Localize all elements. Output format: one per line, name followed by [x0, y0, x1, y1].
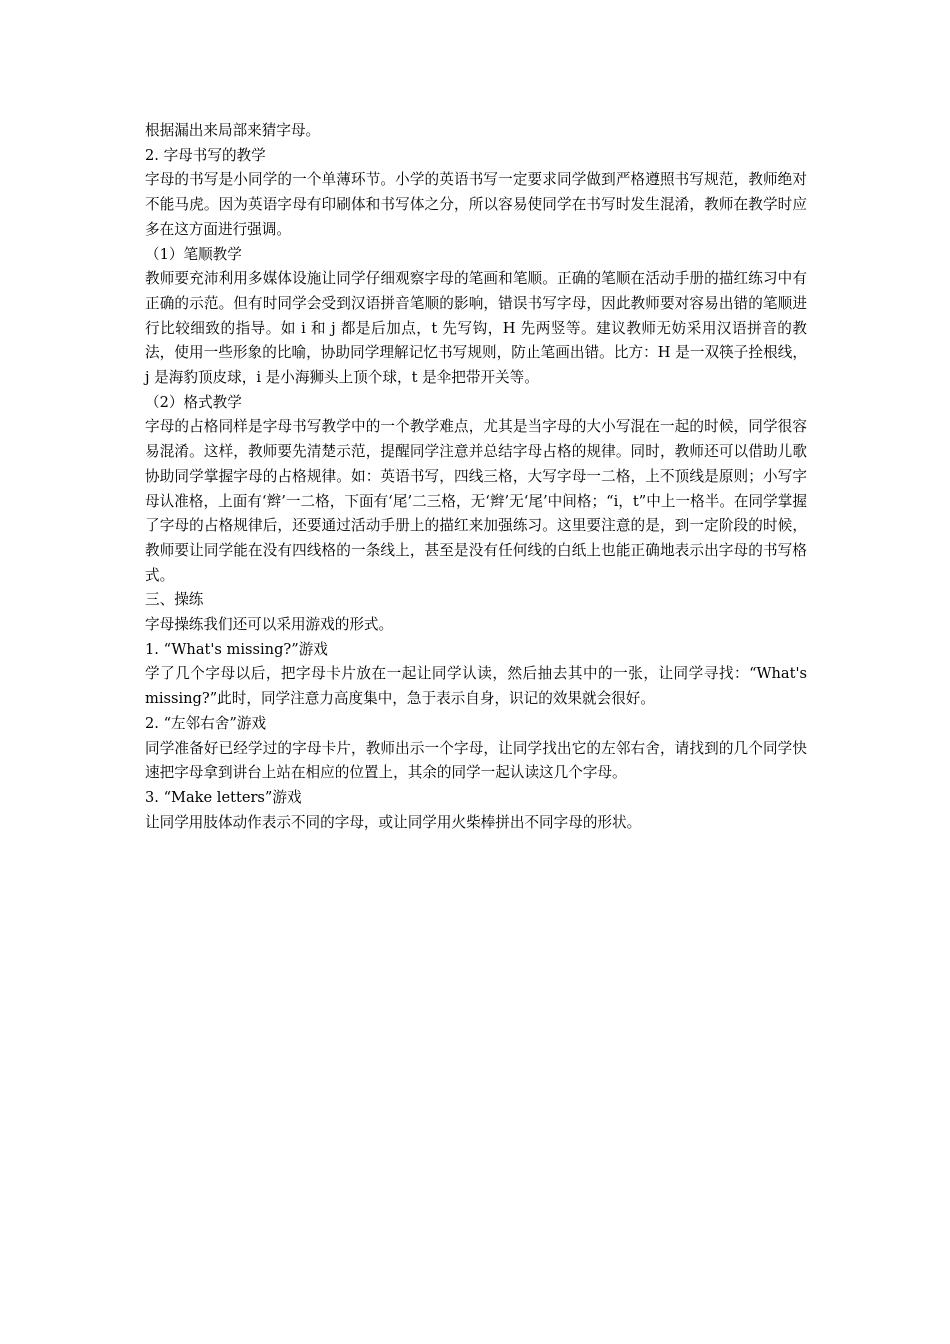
heading-practice: 三、操练: [145, 591, 204, 609]
paragraph-stroke-order: 教师要充沛利用多媒体设施让同学仔细观察字母的笔画和笔顺。正确的笔顺在活动手册的描红练习中有正确的示范。但有时同学会受到汉语拼音笔顺的影响，错误书写字母，因此教师要对容易出错的笔顺进行比较细致的指导。如 i 和 j 都是后加点，t 先写钩，H 先两竖等。建议教师无妨采用汉语拼音的教法，使用一些形象的比喻，协助同学理解记忆书写规则，防止笔画出错。比方：H 是一双筷子拴根线，j 是海豹顶皮球，i 是小海狮头上顶个球，t 是伞把带开关等。: [145, 270, 807, 387]
paragraph-writing-intro: 字母的书写是小同学的一个单薄环节。小学的英语书写一定要求同学做到严格遵照书写规范，教师绝对不能马虎。因为英语字母有印刷体和书写体之分，所以容易使同学在书写时发生混淆，教师在教学时应多在这方面进行强调。: [145, 171, 807, 238]
paragraph-make-letters-game: 让同学用肢体动作表示不同的字母，或让同学用火柴棒拼出不同字母的形状。: [145, 813, 642, 831]
paragraph-guess-letters: 根据漏出来局部来猜字母。: [145, 122, 321, 139]
document-page: [145, 119, 807, 835]
paragraph-neighbors-game: 同学准备好已经学过的字母卡片，教师出示一个字母，让同学找出它的左邻右舍，请找到的几个同学快速把字母拿到讲台上站在相应的位置上，其余的同学一起认读这几个字母。: [145, 739, 807, 782]
paragraph-practice-intro: 字母操练我们还可以采用游戏的形式。: [145, 616, 394, 634]
heading-make-letters-game: 3. “Make letters”游戏: [145, 788, 302, 806]
heading-neighbors-game: 2. “左邻右舍”游戏: [145, 714, 267, 732]
heading-format-teaching: （2）格式教学: [145, 393, 242, 411]
heading-whats-missing-game: 1. “What's missing?”游戏: [145, 640, 328, 658]
heading-letter-writing: 2. 字母书写的教学: [145, 146, 266, 164]
paragraph-format-teaching: 字母的占格同样是字母书写教学中的一个教学难点，尤其是当字母的大小写混在一起的时候，同学很容易混淆。这样，教师要先清楚示范，提醒同学注意并总结字母占格的规律。同时，教师还可以借助儿歌协助同学掌握字母的占格规律。如：英语书写，四线三格，大写字母一二格，上不顶线是原则；小写字母认准格，上面有‘辫’一二格，下面有‘尾’二三格，无‘辫’无‘尾’中间格；“i，t”中上一格半。在同学掌握了字母的占格规律后，还要通过活动手册上的描红来加强练习。这里要注意的是，到一定阶段的时候，教师要让同学能在没有四线格的一条线上，甚至是没有任何线的白纸上也能正确地表示出字母的书写格式。: [145, 418, 807, 584]
paragraph-whats-missing-game: 学了几个字母以后，把字母卡片放在一起让同学认读，然后抽去其中的一张，让同学寻找：“What's missing?”此时，同学注意力高度集中，急于表示自身，识记的效果就会很好。: [145, 665, 807, 708]
heading-stroke-order: （1）笔顺教学: [145, 245, 242, 263]
